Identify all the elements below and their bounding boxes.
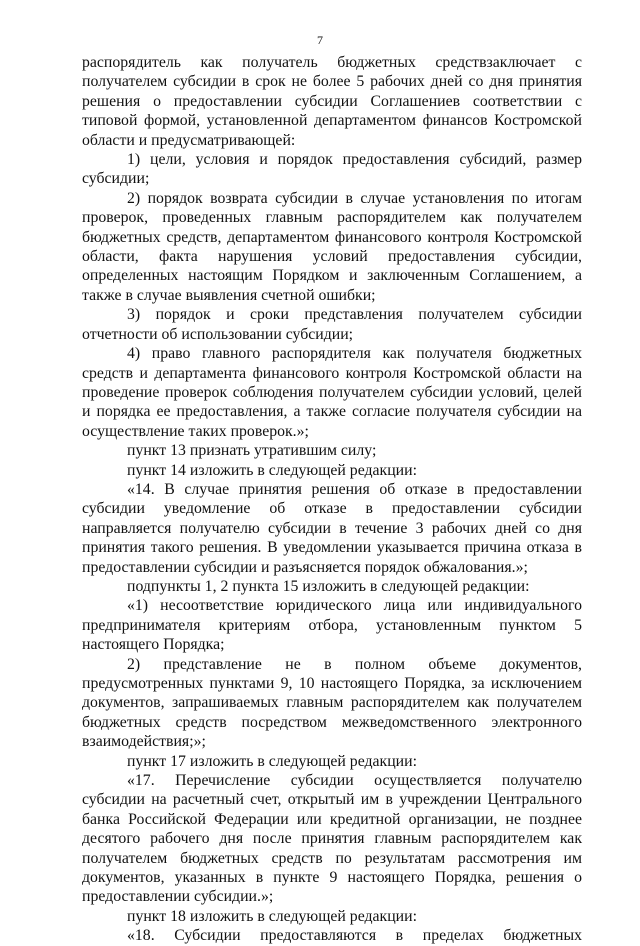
quoted-clause: «18. Субсидии предоставляются в пределах бюджетных [127,927,582,945]
paragraph: распорядитель как получатель бюджетных средствзаключает с получателем субсидии в срок не более 5 рабочих дней со дня принятия решения о предоставлении субсидии Соглашениев соответствии с типовой формой, установленной департаментом финансов Костромской области и предусматривающей: [82,54,582,149]
amendment-instruction: пункт 17 изложить в следующей редакции: [127,752,417,770]
page-number: 7 [317,33,323,47]
amendment-instruction: пункт 14 изложить в следующей редакции: [127,461,417,479]
amendment-instruction: пункт 18 изложить в следующей редакции: [127,907,417,925]
quoted-clause: 2) представление не в полном объеме документов, предусмотренных пунктами 9, 10 настоящего Порядка, за исключением документов, запрашиваемых главным распорядителем как получателем бюджетных средств посредством межведомственного электронного взаимодействия;»; [82,655,582,751]
quoted-clause: «1) несоответствие юридического лица или индивидуального предпринимателя критериям отбора, установленным пунктом 5 настоящего Порядка; [82,597,582,654]
document-body [82,53,582,946]
list-item: 2) порядок возврата субсидии в случае установления по итогам проверок, проведенных главным распорядителем как получателем бюджетных средств, департаментом финансового контроля Костромской области, факта нарушения условий предоставления субсидии, определенных настоящим Порядком и заключенным Соглашением, а также в случае выявления счетной ошибки; [82,189,582,304]
list-item: 1) цели, условия и порядок предоставления субсидий, размер субсидии; [82,151,582,188]
list-item: 3) порядок и сроки представления получателем субсидии отчетности об использовании субсидии; [82,306,582,343]
amendment-instruction: пункт 13 признать утратившим силу; [127,442,377,460]
quoted-clause: «17. Перечисление субсидии осуществляется получателю субсидии на расчетный счет, открытый им в учреждении Центрального банка Российской Федерации или кредитной организации, не позднее десятого рабочего дня после принятия главным распорядителем как получателем бюджетных средств по результатам рассмотрения им документов, указанных в пункте 9 настоящего Порядка, решения о предоставлении субсидии.»; [82,772,582,906]
quoted-clause: «14. В случае принятия решения об отказе в предоставлении субсидии уведомление об отказе в предоставлении субсидии направляется получателю субсидии в течение 3 рабочих дней со дня принятия такого решения. В уведомлении указывается причина отказа в предоставлении субсидии и разъясняется порядок обжалования.»; [82,480,582,576]
list-item: 4) право главного распорядителя как получателя бюджетных средств и департамента финансового контроля Костромской области на проведение проверок соблюдения получателем субсидии условий, целей и порядка ее предоставления, а также согласие получателя субсидии на осуществление таких проверок.»; [82,345,582,440]
amendment-instruction: подпункты 1, 2 пункта 15 изложить в следующей редакции: [127,577,530,595]
